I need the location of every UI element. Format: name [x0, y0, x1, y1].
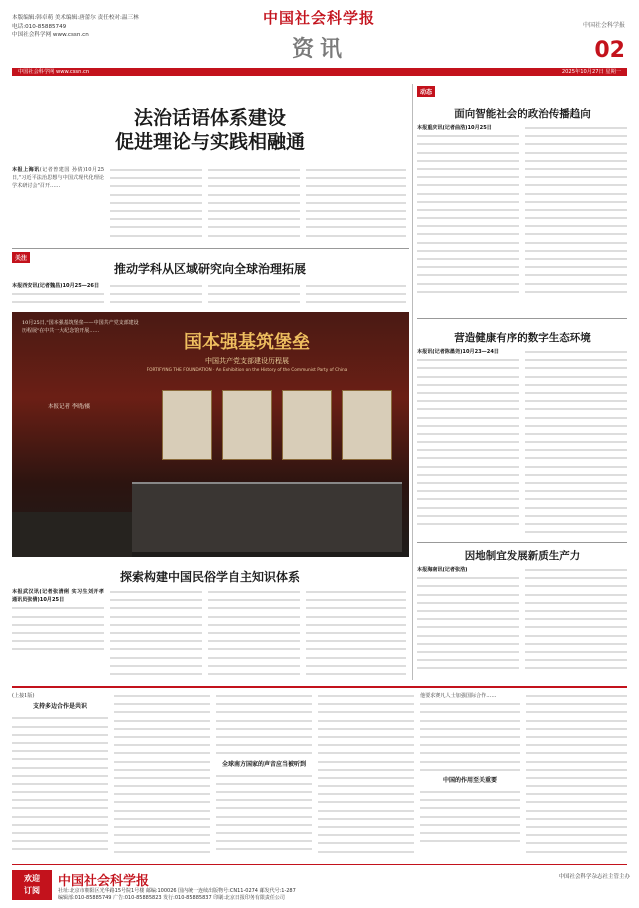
right-byline-1: 本报重庆讯(记者曲浩)10月25日: [417, 125, 492, 131]
divider: [417, 318, 627, 319]
second-article-col2: [110, 282, 202, 310]
subscribe-badge-line2: 订阅: [24, 886, 40, 895]
footer: [0, 866, 639, 908]
column-divider: [412, 84, 413, 680]
exhibit-panel: [342, 390, 392, 460]
masthead-right-label: 中国社会科学报: [582, 22, 625, 29]
bottom-subhead-2: 全球南方国家的声音应当被听到: [221, 760, 306, 768]
third-headline: 探索构建中国民俗学自主知识体系: [119, 570, 300, 584]
exhibit-panel: [162, 390, 212, 460]
third-article-col4: [306, 588, 406, 680]
masthead: [0, 0, 639, 78]
exhibit-panel: [222, 390, 272, 460]
bottom-col5: [420, 692, 520, 862]
newspaper-logo: 中国社会科学报: [262, 9, 375, 27]
date-bar: [12, 68, 627, 76]
bottom-col3: [216, 692, 312, 862]
bottom-col2: [114, 692, 210, 862]
divider: [417, 542, 627, 543]
phone-line: 电话:010-85885749: [12, 23, 67, 30]
subscribe-badge-line1: 欢迎: [24, 874, 40, 883]
third-article-col1: [12, 588, 104, 680]
second-article-col1: [12, 282, 104, 310]
page-number: 02: [594, 38, 625, 63]
section-tag-dynamics: 动态: [417, 86, 435, 97]
footer-rule: [12, 864, 627, 865]
lead-headline-line2: 促进理论与实践相融通: [114, 131, 305, 153]
bottom-col6: [526, 692, 627, 862]
second-article-col4: [306, 282, 406, 310]
editor-line: 本版编辑:韩卓萌 美术编辑:唐蕾尔 责任校对:温三林: [12, 15, 139, 21]
lead-byline: 本报上海讯: [12, 167, 40, 173]
footer-info: [58, 888, 633, 902]
exhibition-subtitle: 中国共产党支部建设历程展: [205, 357, 289, 365]
editor-credits: [12, 14, 182, 40]
bottom-subhead-1: 支持多边合作是共识: [32, 703, 87, 711]
right-article1-col1: [417, 124, 519, 304]
photo-floor: [12, 512, 132, 557]
right-article2-col2: [525, 348, 627, 538]
website-line: 中国社会科学网 www.cssn.cn: [12, 32, 89, 38]
date-bar-site: 中国社会科学网 www.cssn.cn: [18, 69, 90, 75]
divider: [12, 248, 409, 249]
subscribe-badge: [12, 870, 52, 900]
lead-article-col3: [208, 166, 300, 244]
date-line: 2025年10月27日 星期一: [561, 69, 621, 75]
photo-caption: 10月25日,"国本强基筑堡垒——中国共产党支部建设历程展"在中共一大纪念馆开展……: [22, 320, 139, 334]
footer-publisher: 中国社会科学杂志社主管主办: [558, 874, 630, 880]
second-byline: 本报西安讯(记者魏昌)10月25—26日: [12, 283, 100, 289]
right-headline-2: 营造健康有序的数字生态环境: [454, 332, 591, 344]
right-article3-col1: [417, 566, 519, 678]
bottom-subhead-3: 中国的作用至关重要: [442, 776, 497, 784]
bottom-mid-text: 他要求赛凡人士加强国际合作……: [420, 693, 497, 699]
right-article3-col2: [525, 566, 627, 678]
section-title: 资讯: [291, 37, 348, 62]
photo-credit: 本报记者 李晓/摄: [48, 404, 91, 410]
footer-info-line1: 社址:北京市朝阳区光华路15号院1号楼 邮编:100026 国内统一连续出版物号:CN11-0274 邮发代号:1-287: [58, 888, 296, 894]
third-article-col3: [208, 588, 300, 680]
lead-headline-line1: 法治话语体系建设: [133, 107, 286, 129]
right-article2-col1: [417, 348, 519, 538]
second-article-col3: [208, 282, 300, 310]
lead-intro: 10月25日,"习近平法治思想与中国式现代化理论学术研讨会"召开……: [12, 167, 104, 190]
right-headline-3: 因地制宜发展新质生产力: [464, 550, 581, 562]
right-byline-3: 本报海南讯(记者张浩): [417, 567, 468, 573]
lead-article-col2: [110, 166, 202, 244]
third-article-col2: [110, 588, 202, 680]
right-article1-col2: [525, 124, 627, 304]
exhibition-english-title: FORTIFYING THE FOUNDATION · An Exhibition on the History of the Communist Party of China: [146, 368, 348, 373]
bottom-col1: [12, 692, 108, 862]
footer-paper-name: 中国社会科学报: [58, 874, 150, 889]
right-headline-1: 面向智能社会的政治传播趋向: [454, 108, 591, 120]
lead-reporter: (记者曾建国 孙倩): [39, 167, 86, 173]
lead-headline: [60, 106, 360, 154]
continued-label: (上接1版): [12, 693, 35, 699]
bottom-col4: [318, 692, 414, 862]
lead-article-col4: [306, 166, 406, 244]
third-byline: 本报武汉讯(记者张清俐 实习生刘开孝 通讯员张倩)10月25日: [12, 589, 104, 604]
section-tag-focus: 关注: [12, 252, 30, 263]
bottom-section-rule: [12, 686, 627, 688]
exhibition-photo: [12, 312, 409, 557]
footer-info-line2: 编辑部:010-85885749 广告:010-85885823 发行:010-85885837 印刷:北京日报印务有限责任公司: [58, 895, 285, 901]
display-cabinet: [132, 482, 402, 552]
second-headline: 推动学科从区域研究向全球治理拓展: [113, 262, 306, 276]
exhibition-title: 国本强基筑堡垒: [184, 332, 310, 353]
right-byline-2: 本报讯(记者陈墨尧)10月23—24日: [417, 349, 499, 355]
exhibit-panel: [282, 390, 332, 460]
lead-article-col1: [12, 166, 104, 244]
